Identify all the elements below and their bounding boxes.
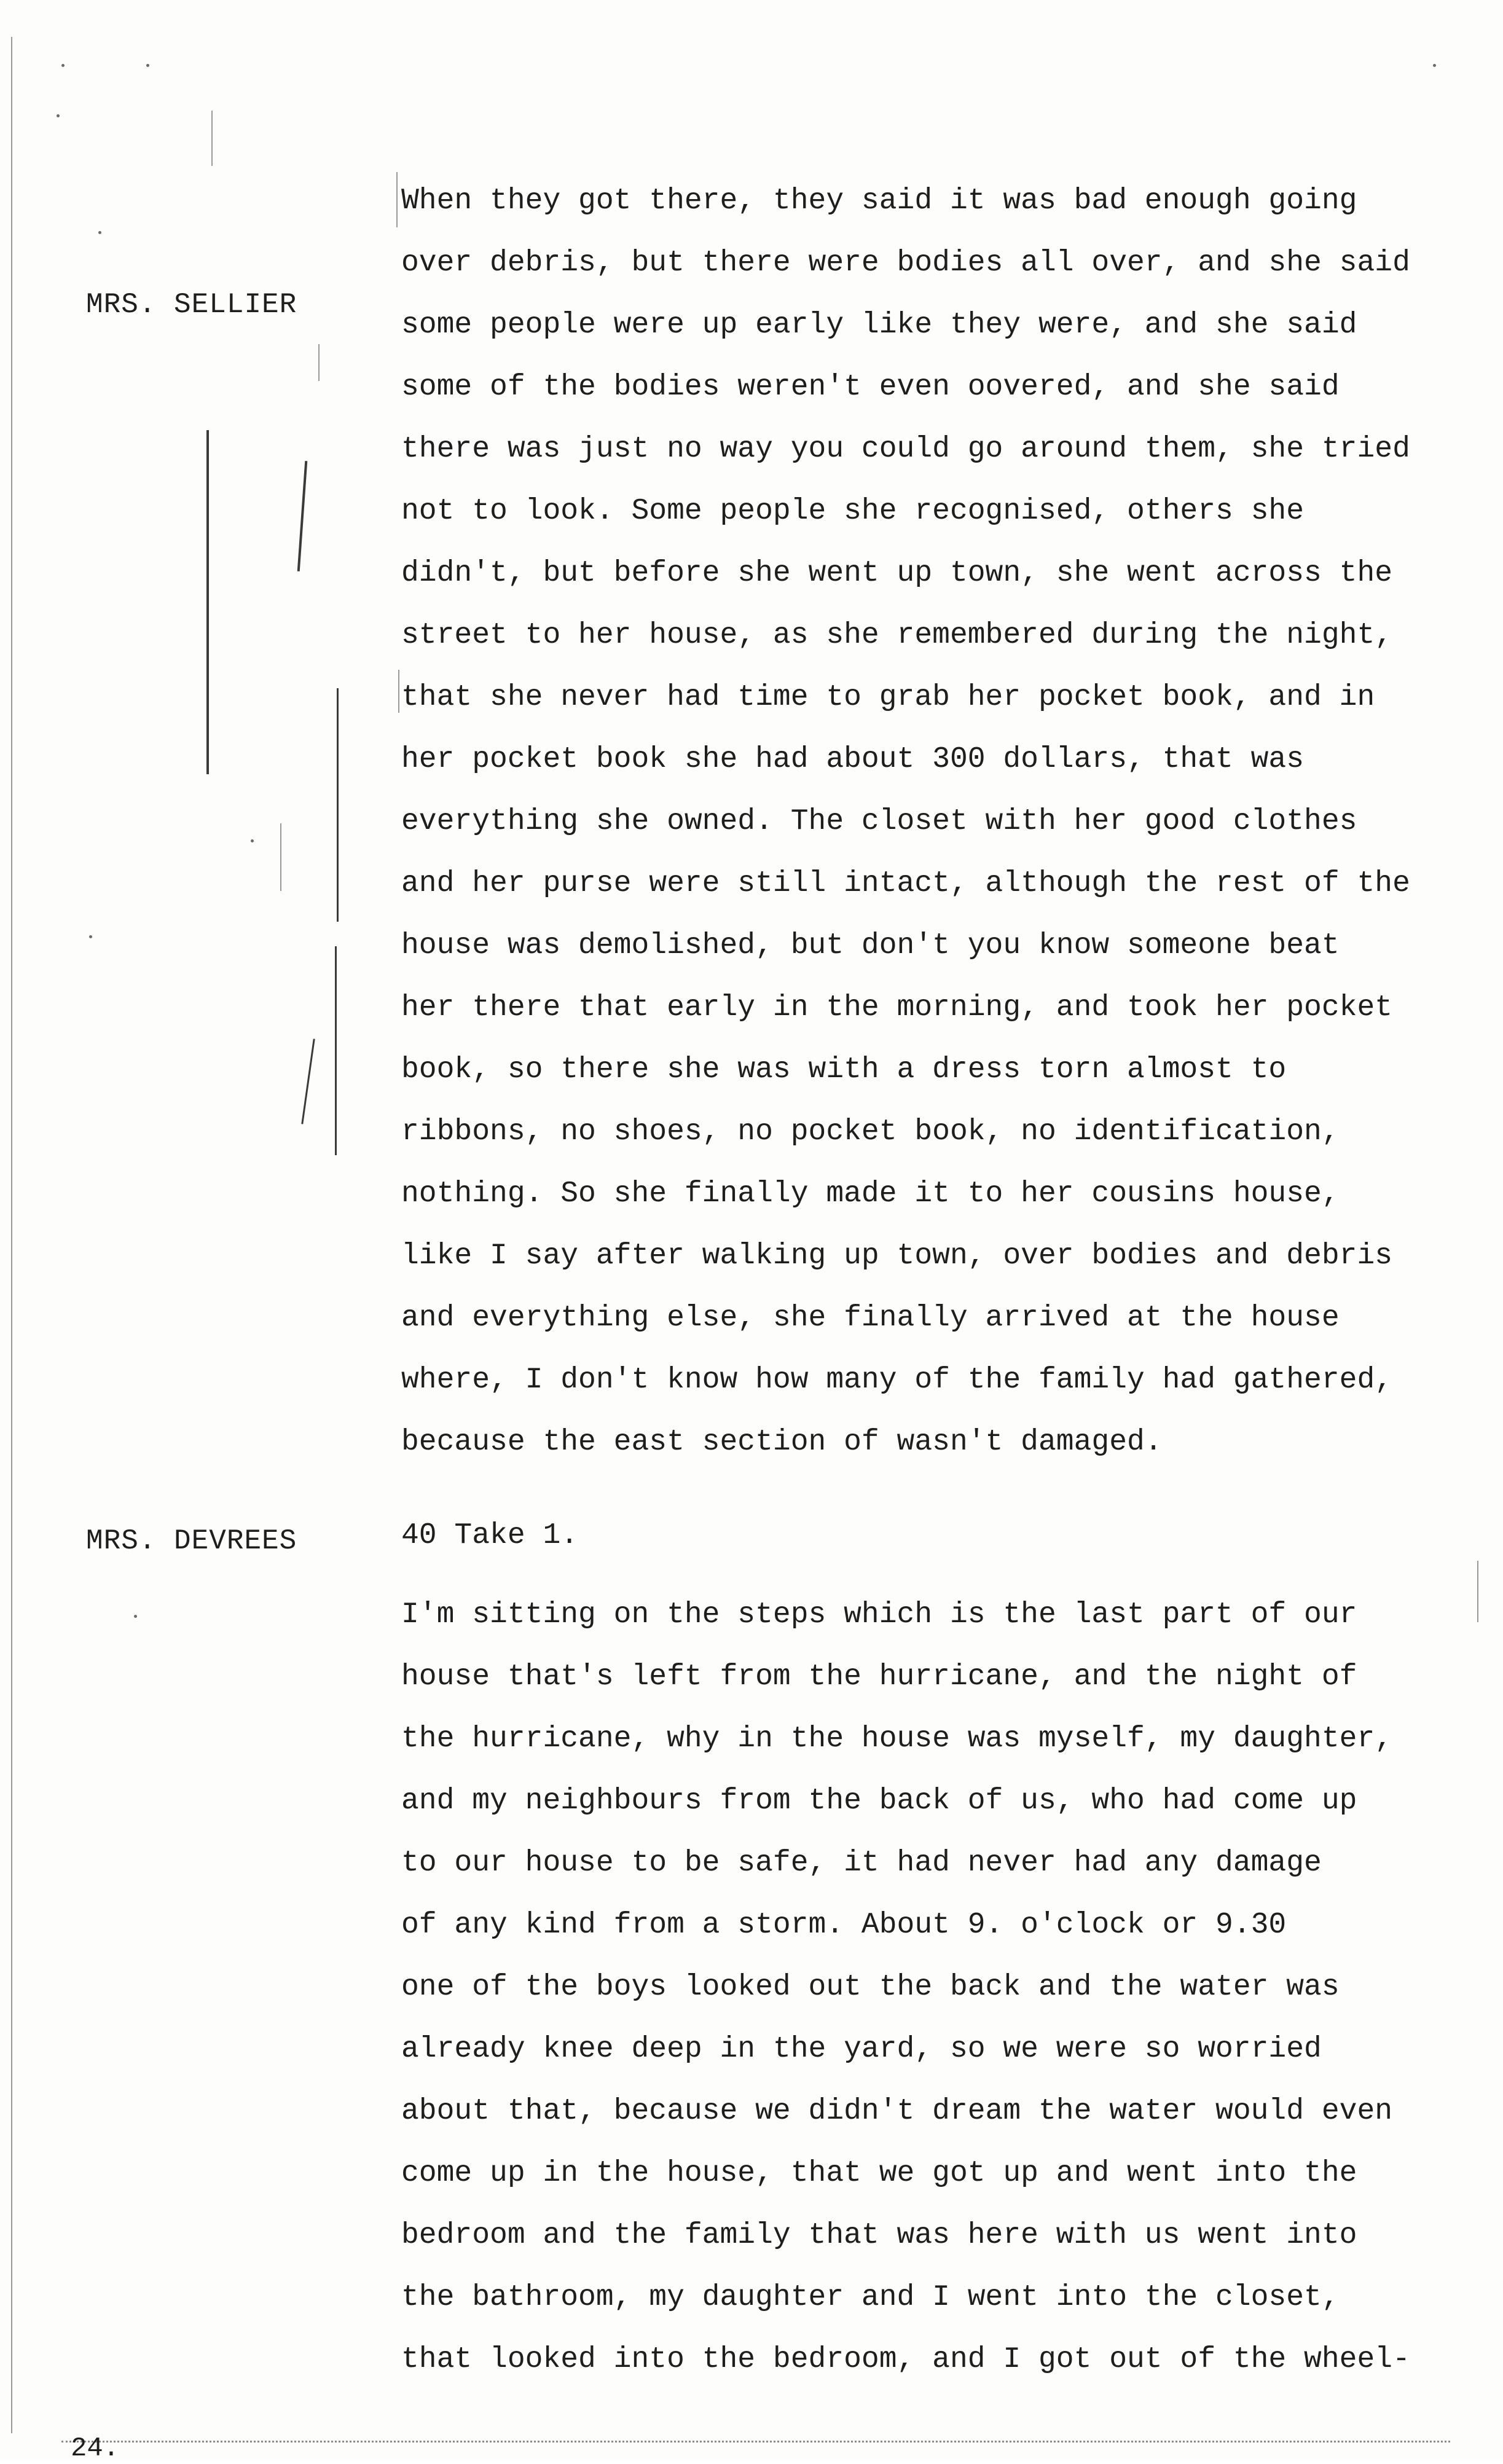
transcript-line: that looked into the bedroom, and I got out of the wheel- [401,2343,1410,2376]
margin-stroke [280,823,281,891]
transcript-line: house was demolished, but don't you know someone beat [401,929,1340,962]
transcript-line: the bathroom, my daughter and I went into the closet, [401,2281,1340,2314]
transcript-line: some people were up early like they were, and she said [401,308,1357,342]
take-label: 40 Take 1. [401,1519,579,1552]
transcript-section-sellier [401,170,1483,1473]
page-number: 24. [71,2433,120,2464]
margin-stroke [318,344,320,381]
speck [1433,64,1436,67]
transcript-line: the hurricane, why in the house was myself, my daughter, [401,1722,1393,1756]
transcript-line: nothing. So she finally made it to her cousins house, [401,1177,1340,1210]
transcript-line: not to look. Some people she recognised, others she [401,495,1305,528]
transcript-line: and her purse were still intact, although the rest of the [401,867,1410,900]
speaker-label-sellier: MRS. SELLIER [86,289,297,321]
speck [251,839,254,842]
margin-stroke [337,688,339,922]
transcript-line: When they got there, they said it was bad enough going [401,184,1357,218]
transcript-line: come up in the house, that we got up and went into the [401,2157,1357,2190]
left-edge-mark [11,37,12,2433]
transcript-line: bedroom and the family that was here with us went into [401,2219,1357,2252]
transcript-line: ribbons, no shoes, no pocket book, no identification, [401,1115,1340,1148]
transcript-line: that she never had time to grab her pocket book, and in [401,681,1375,714]
transcript-line: didn't, but before she went up town, she went across the [401,557,1393,590]
transcript-line: some of the bodies weren't even oovered, and she said [401,371,1340,404]
speck [61,64,65,67]
margin-stroke [301,1038,315,1124]
transcript-line: about that, because we didn't dream the water would even [401,2095,1393,2128]
transcript-section-devrees [401,1584,1483,2391]
speck [98,231,101,234]
transcript-line: like I say after walking up town, over bodies and debris [401,1239,1393,1273]
transcript-line: because the east section of wasn't damaged. [401,1426,1163,1459]
speck [57,114,60,117]
speck [134,1615,137,1618]
transcript-line: house that's left from the hurricane, and the night of [401,1660,1357,1693]
transcript-line: there was just no way you could go around them, she tried [401,433,1410,466]
margin-stroke [335,946,337,1155]
transcript-line: one of the boys looked out the back and the water was [401,1971,1340,2004]
margin-stroke [297,461,308,571]
speck [89,935,92,938]
bottom-edge-rule [61,2441,1450,2442]
transcript-line: to our house to be safe, it had never had any damage [401,1846,1322,1880]
transcript-line: already knee deep in the yard, so we were so worried [401,2033,1322,2066]
transcript-line: and my neighbours from the back of us, who had come up [401,1784,1357,1818]
transcript-line: book, so there she was with a dress torn almost to [401,1053,1287,1086]
transcript-line: I'm sitting on the steps which is the last part of our [401,1598,1357,1631]
margin-stroke [206,430,209,774]
transcript-line: of any kind from a storm. About 9. o'clock or 9.30 [401,1909,1287,1942]
transcript-line: and everything else, she finally arrived at the house [401,1301,1340,1335]
transcript-line: her pocket book she had about 300 dollars, that was [401,743,1305,776]
speaker-label-devrees: MRS. DEVREES [86,1525,297,1557]
margin-stroke [396,172,398,227]
transcript-line: where, I don't know how many of the family had gathered, [401,1363,1393,1397]
margin-stroke [211,111,213,166]
speck [146,64,149,67]
margin-stroke [398,670,399,713]
transcript-line: over debris, but there were bodies all over, and she said [401,246,1410,280]
transcript-line: her there that early in the morning, and took her pocket [401,991,1393,1024]
transcript-line: everything she owned. The closet with her good clothes [401,805,1357,838]
transcript-line: street to her house, as she remembered during the night, [401,619,1393,652]
